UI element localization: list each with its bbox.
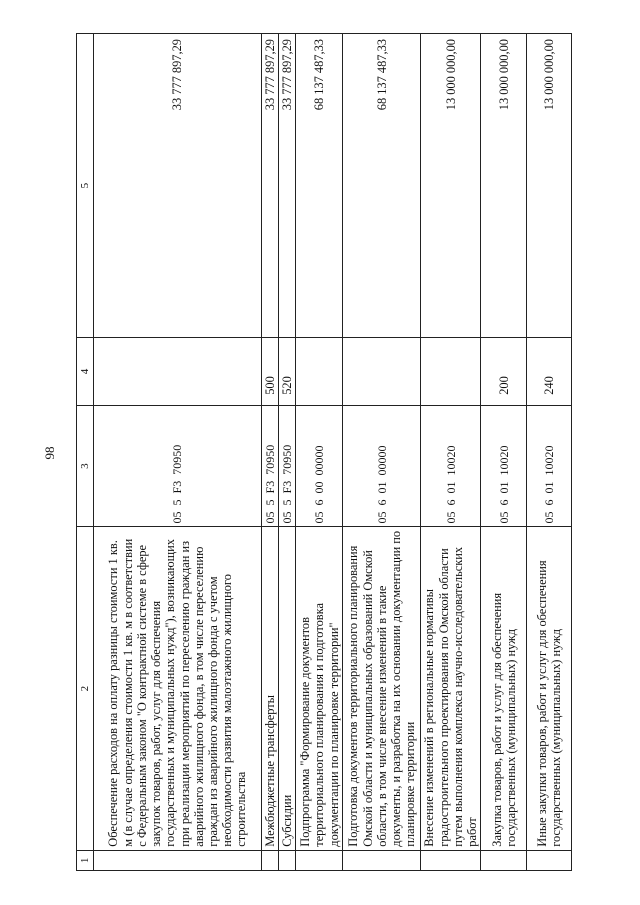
row-expense-type (421, 338, 481, 406)
row-name: Иные закупки товаров, работ и услуг для обеспечения государственных (муниципальных) нужд (527, 527, 572, 850)
row-code: 05 6 01 10020 (421, 405, 481, 527)
row-amount: 33 777 897,29 (262, 34, 279, 338)
column-number-row (77, 34, 94, 871)
row-amount: 13 000 000,00 (527, 34, 572, 338)
row-blank-cell (279, 850, 296, 870)
row-blank-cell (296, 850, 343, 870)
column-number: 2 (77, 527, 94, 850)
row-expense-type (296, 338, 343, 406)
row-name: Подготовка документов территориального планирования Омской области и муниципальных образований Омской области, в том числе внесение изменений в такие документы, и разработка на их основании документации по планировке территории (343, 527, 421, 850)
row-amount: 33 777 897,29 (279, 34, 296, 338)
table-row (279, 34, 296, 871)
row-expense-type: 240 (527, 338, 572, 406)
row-blank-cell (343, 850, 421, 870)
row-expense-type: 200 (481, 338, 527, 406)
table-row (343, 34, 421, 871)
table-row (421, 34, 481, 871)
row-name: Закупка товаров, работ и услуг для обеспечения государственных (муниципальных) нужд (481, 527, 527, 850)
row-code: 05 6 01 00000 (343, 405, 421, 527)
column-number: 1 (77, 850, 94, 870)
row-name: Субсидии (279, 527, 296, 850)
row-code: 05 5 F3 70950 (279, 405, 296, 527)
row-blank-cell (421, 850, 481, 870)
row-amount: 13 000 000,00 (481, 34, 527, 338)
row-name: Внесение изменений в региональные нормативы градостроительного проектирования по Омской области путем выполнения комплекса научно-исследовательских работ (421, 527, 481, 850)
table-row (481, 34, 527, 871)
row-blank-cell (481, 850, 527, 870)
row-expense-type: 520 (279, 338, 296, 406)
row-code: 05 5 F3 70950 (262, 405, 279, 527)
row-code: 05 5 F3 70950 (94, 405, 262, 527)
row-blank-cell (262, 850, 279, 870)
row-amount: 33 777 897,29 (94, 34, 262, 338)
column-number: 4 (77, 338, 94, 406)
rotated-table-wrapper (76, 33, 564, 871)
column-number: 5 (77, 34, 94, 338)
row-name: Обеспечение расходов на оплату разницы стоимости 1 кв. м (в случае определения стоимости 1 кв. м в соответствии с Федеральным законом "О контрактной системе в сфере закупок товаров, работ, услуг для обеспечения государственных и муниципальных нужд"), возникающих при реализации мероприятий по переселению граждан из аварийного жилищного фонда, в том числе переселению граждан из аварийного жилищного фонда с учетом необходимости развития малоэтажного жилищного строительства (94, 527, 262, 850)
row-name: Межбюджетные трансферты (262, 527, 279, 850)
row-amount: 68 137 487,33 (343, 34, 421, 338)
page-number: 98 (42, 446, 57, 460)
row-code: 05 6 00 00000 (296, 405, 343, 527)
table-row (94, 34, 262, 871)
row-amount: 68 137 487,33 (296, 34, 343, 338)
row-expense-type (343, 338, 421, 406)
row-blank-cell (527, 850, 572, 870)
row-blank-cell (94, 850, 262, 870)
row-code: 05 6 01 10020 (527, 405, 572, 527)
row-expense-type: 500 (262, 338, 279, 406)
table-row (296, 34, 343, 871)
table-row (527, 34, 572, 871)
row-code: 05 6 01 10020 (481, 405, 527, 527)
row-name: Подпрограмма "Формирование документов территориального планирования и подготовка документации по планировке территории" (296, 527, 343, 850)
row-amount: 13 000 000,00 (421, 34, 481, 338)
row-expense-type (94, 338, 262, 406)
column-number: 3 (77, 405, 94, 527)
budget-table (76, 33, 572, 871)
table-row (262, 34, 279, 871)
